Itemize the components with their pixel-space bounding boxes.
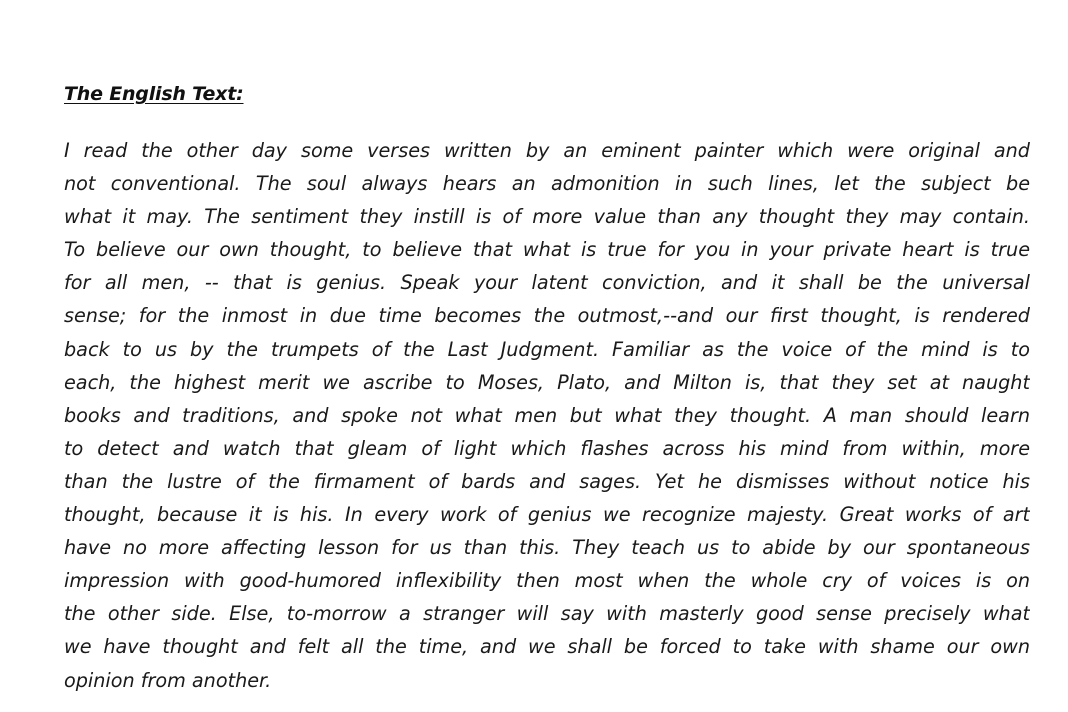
paragraph-line: the other side. Else, to-morrow a stranger will say with masterly good sense precisely what xyxy=(64,602,1030,626)
paragraph-line: back to us by the trumpets of the Last Judgment. Familiar as the voice of the mind is to xyxy=(64,337,1030,361)
paragraph-line: what it may. The sentiment they instill is of more value than any thought they may contain. xyxy=(64,205,1030,229)
paragraph-line: books and traditions, and spoke not what men but what they thought. A man should learn xyxy=(64,403,1030,427)
paragraph-line: each, the highest merit we ascribe to Moses, Plato, and Milton is, that they set at naught xyxy=(64,370,1030,394)
paragraph-line: impression with good-humored inflexibility then most when the whole cry of voices is on xyxy=(64,569,1030,593)
section-heading: The English Text: xyxy=(64,83,244,105)
paragraph-line: thought, because it is his. In every work of genius we recognize majesty. Great works of art xyxy=(64,503,1030,527)
paragraph-line: sense; for the inmost in due time becomes the outmost,--and our first thought, is rendered xyxy=(64,304,1030,328)
paragraph-line: have no more affecting lesson for us than this. They teach us to abide by our spontaneous xyxy=(64,536,1030,560)
paragraph-line: for all men, -- that is genius. Speak your latent conviction, and it shall be the universal xyxy=(64,271,1030,295)
paragraph-line: we have thought and felt all the time, and we shall be forced to take with shame our own xyxy=(64,635,1030,659)
paragraph-line: to detect and watch that gleam of light which flashes across his mind from within, more xyxy=(64,436,1030,460)
paragraph-line: opinion from another. xyxy=(64,668,272,692)
paragraph-line: To believe our own thought, to believe that what is true for you in your private heart is true xyxy=(64,238,1030,262)
paragraph-line: not conventional. The soul always hears an admonition in such lines, let the subject be xyxy=(64,172,1030,196)
paragraph-line: I read the other day some verses written by an eminent painter which were original and xyxy=(64,139,1030,162)
paragraph-line: than the lustre of the firmament of bards and sages. Yet he dismisses without notice his xyxy=(64,469,1030,493)
body-paragraph xyxy=(64,134,1030,697)
